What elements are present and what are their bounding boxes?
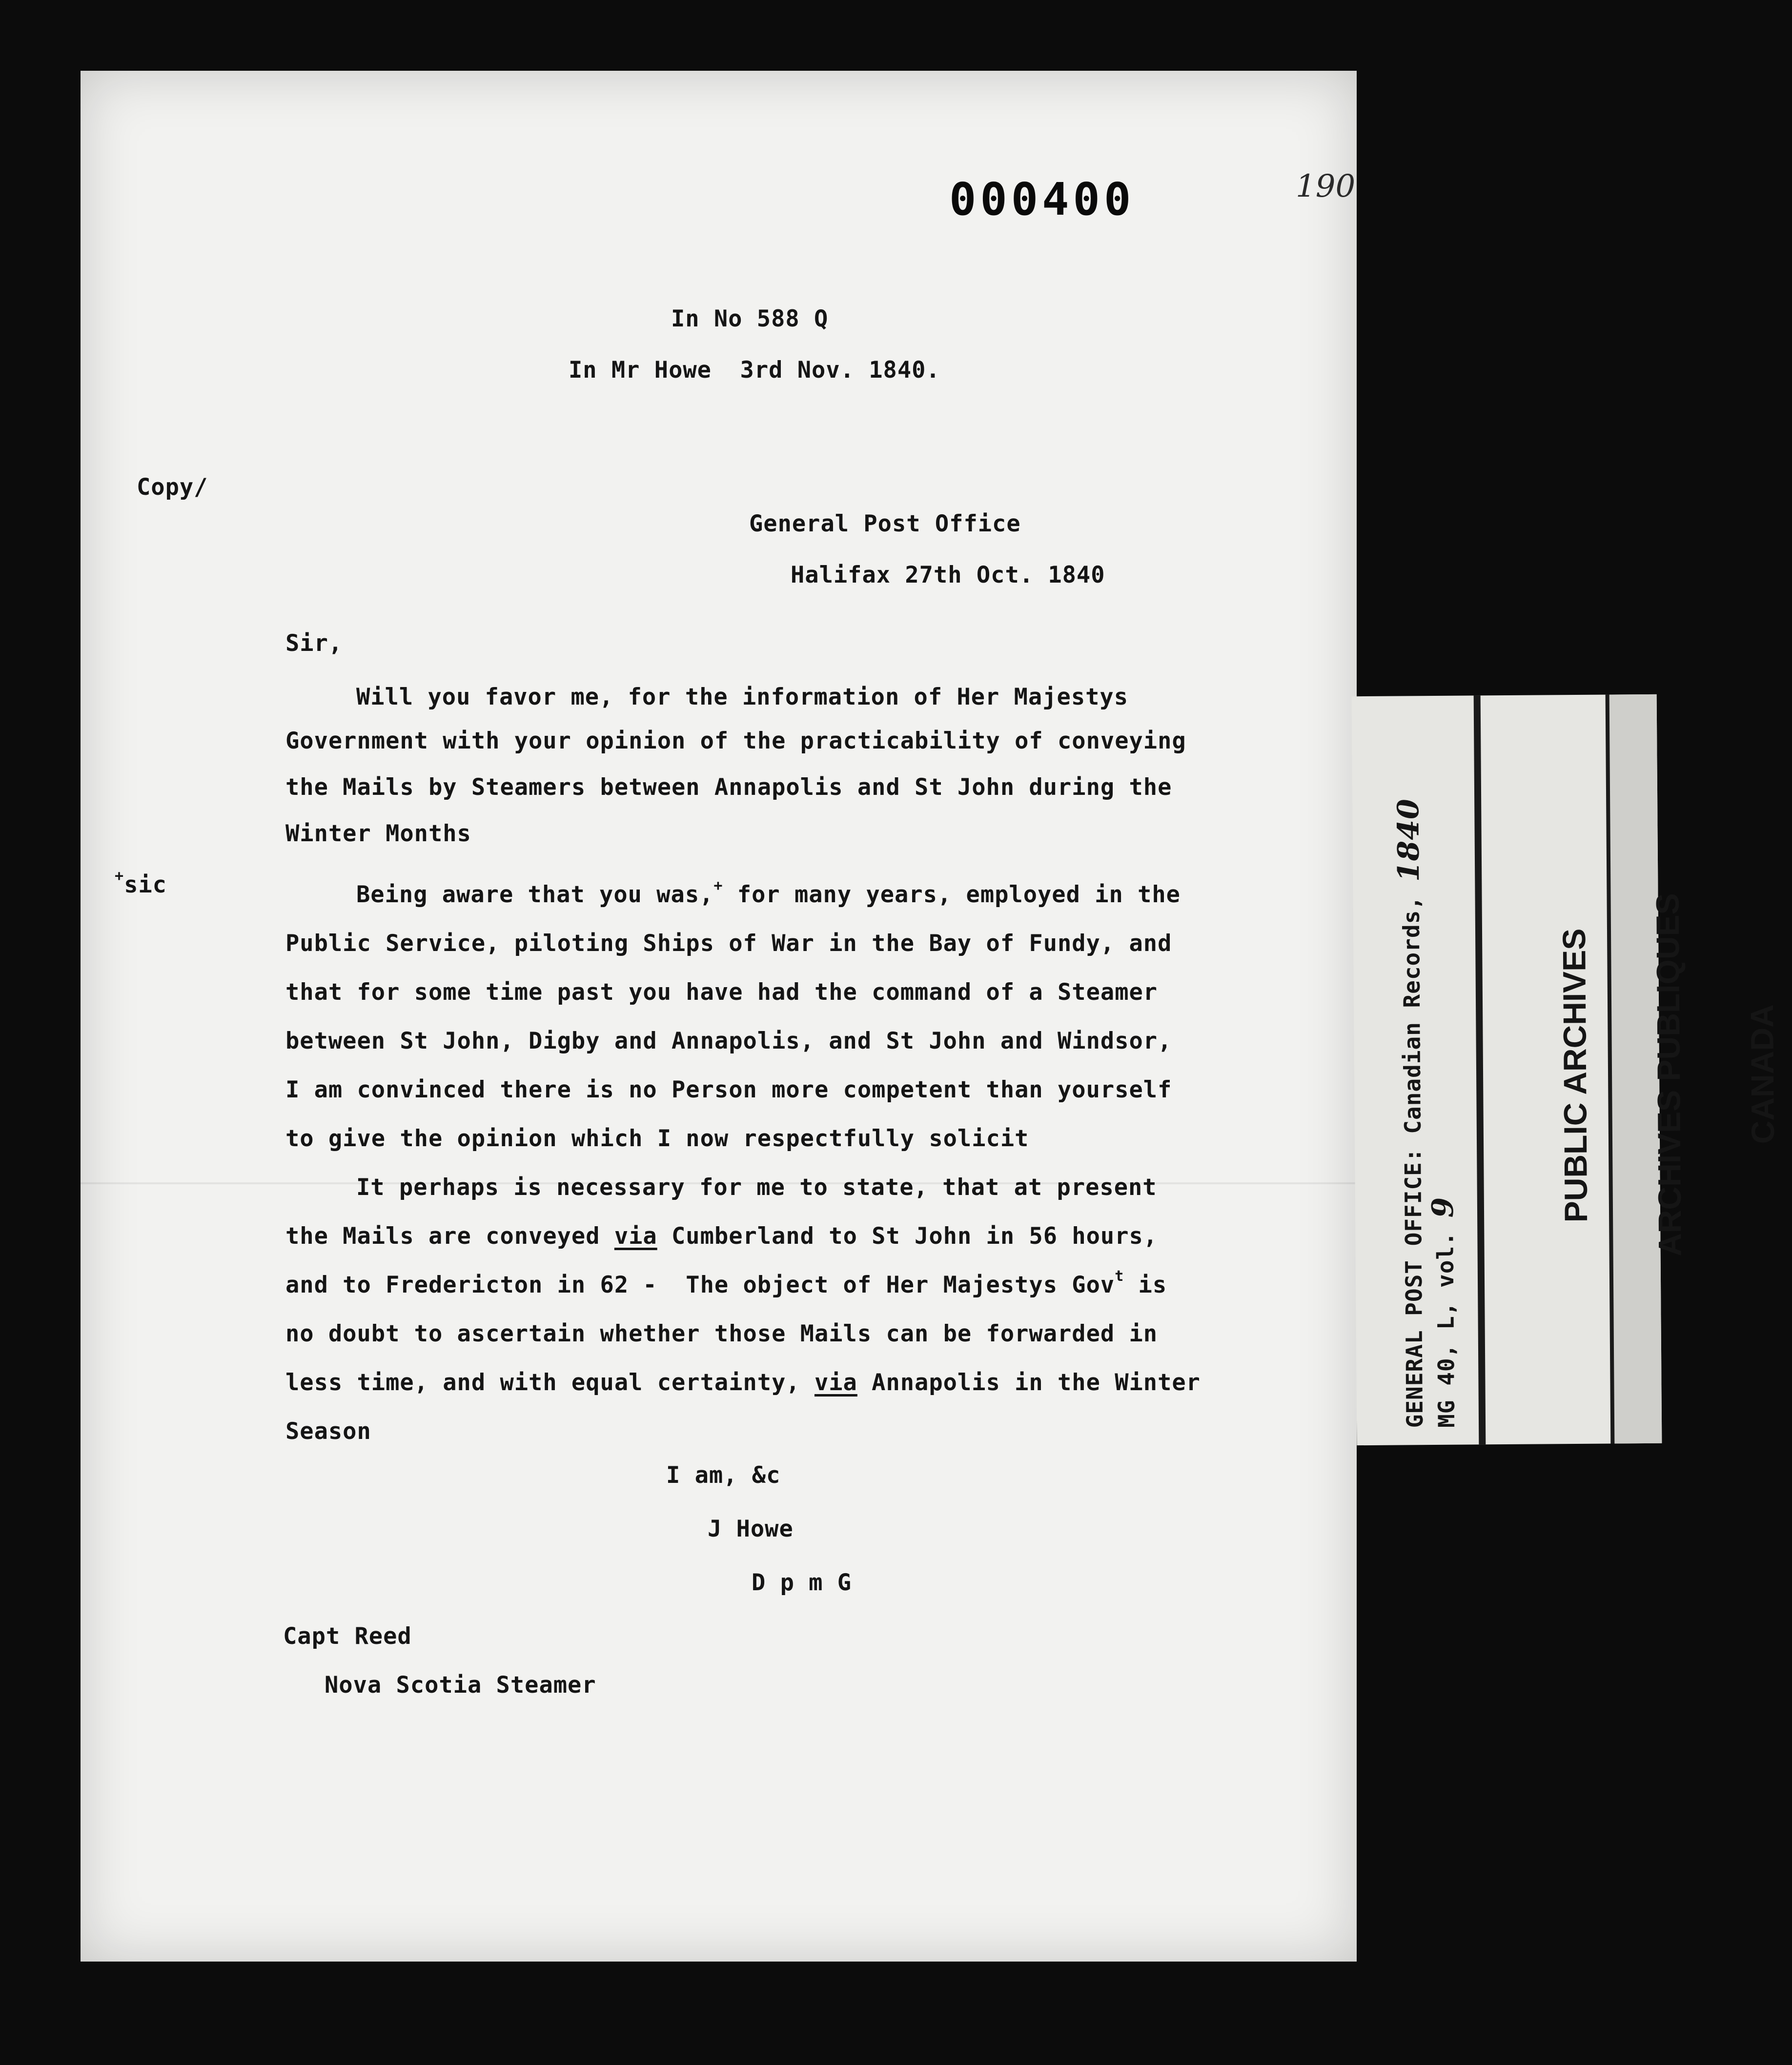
body-line: to give the opinion which I now respectfully solicit xyxy=(285,1125,1029,1152)
stamp-line-2: ARCHIVES PUBLIQUES xyxy=(1649,893,1688,1257)
underlined-via: via xyxy=(614,1223,657,1250)
body-text: is xyxy=(1124,1272,1167,1298)
superscript: t xyxy=(1115,1268,1124,1285)
sender-line-2: Halifax 27th Oct. 1840 xyxy=(791,562,1105,588)
copy-mark: Copy/ xyxy=(137,474,208,501)
archives-stamp xyxy=(1495,883,1792,1266)
folio-number: 190 xyxy=(1296,168,1356,204)
body-line: Season xyxy=(285,1418,371,1445)
body-text: Being aware that you was, xyxy=(356,881,714,908)
body-line xyxy=(285,1371,1201,1394)
slip-divider xyxy=(1474,695,1486,1444)
body-line xyxy=(356,877,1181,908)
sender-line-1: General Post Office xyxy=(749,510,1021,537)
body-text: Annapolis in the Winter xyxy=(857,1369,1201,1396)
salutation: Sir, xyxy=(285,630,343,657)
archive-reference-text: MG 40, L, vol. xyxy=(1432,1217,1460,1428)
stamp-line-1: PUBLIC ARCHIVES xyxy=(1555,928,1594,1223)
body-line: that for some time past you have had the command of a Steamer xyxy=(285,979,1158,1006)
body-text: and to Fredericton in 62 - The object of Her Majestys Gov xyxy=(285,1272,1115,1298)
margin-note-mark: + xyxy=(115,868,124,885)
underlined-via: via xyxy=(814,1369,857,1396)
addressee-vessel: Nova Scotia Steamer xyxy=(325,1672,596,1699)
sic-mark: + xyxy=(713,877,723,894)
margin-note xyxy=(115,868,167,898)
closing: I am, &c xyxy=(666,1462,781,1489)
body-text: the Mails are conveyed xyxy=(285,1223,614,1250)
margin-note-text: sic xyxy=(124,871,167,898)
body-text: for many years, employed in the xyxy=(723,881,1181,908)
body-line: Will you favor me, for the information of Her Majestys xyxy=(356,684,1129,710)
archive-reference-line-1 xyxy=(1391,798,1429,1428)
reference-line-2: In Mr Howe 3rd Nov. 1840. xyxy=(569,357,940,384)
stamp-line-3: CANADA xyxy=(1744,1004,1781,1144)
body-line: no doubt to ascertain whether those Mails can be forwarded in xyxy=(285,1320,1158,1347)
body-line xyxy=(285,1225,1158,1248)
body-text: less time, and with equal certainty, xyxy=(285,1369,815,1396)
document-page xyxy=(81,71,1357,1962)
body-line: Winter Months xyxy=(285,820,471,847)
body-line: Government with your opinion of the practicability of conveying xyxy=(285,728,1186,754)
archive-reference-text: GENERAL POST OFFICE: Canadian Records, xyxy=(1398,882,1428,1428)
handwritten-volume: 9 xyxy=(1425,1196,1461,1218)
body-line: I am convinced there is no Person more competent than yourself xyxy=(285,1076,1172,1103)
body-text: Cumberland to St John in 56 hours, xyxy=(657,1223,1158,1250)
reference-line-1: In No 588 Q xyxy=(671,305,829,332)
addressee-name: Capt Reed xyxy=(283,1623,412,1650)
handwritten-year: 1840 xyxy=(1391,798,1426,882)
body-line: It perhaps is necessary for me to state, that at present xyxy=(356,1174,1157,1201)
body-line xyxy=(285,1268,1167,1298)
body-line: between St John, Digby and Annapolis, and St John and Windsor, xyxy=(285,1028,1172,1054)
frame-number: 000400 xyxy=(949,173,1135,225)
body-line: Public Service, piloting Ships of War in the Bay of Fundy, and xyxy=(285,930,1172,957)
signature: J Howe xyxy=(708,1516,794,1542)
archive-reference-line-2 xyxy=(1425,1196,1461,1428)
body-line: the Mails by Steamers between Annapolis and St John during the xyxy=(285,774,1172,801)
archive-label-slip xyxy=(1352,694,1781,1445)
signer-title: D p m G xyxy=(752,1569,852,1596)
